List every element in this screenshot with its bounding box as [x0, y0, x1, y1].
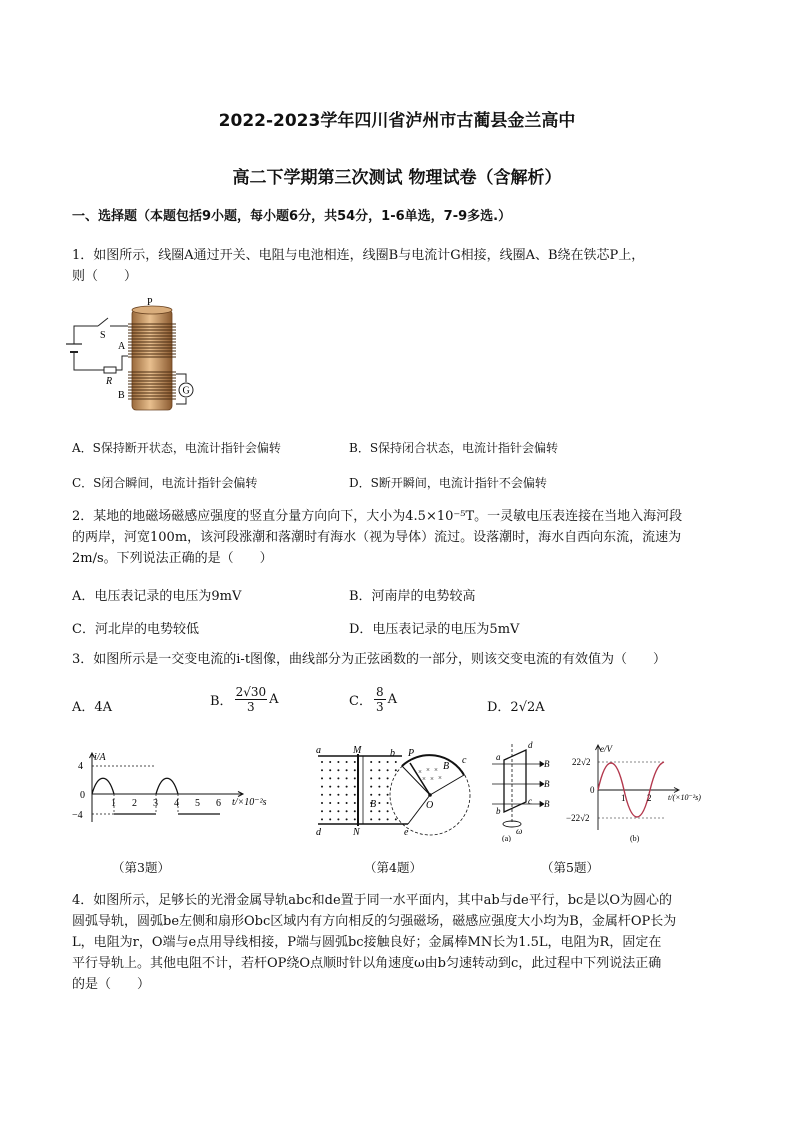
fig4-field-dot	[337, 802, 339, 804]
label-b: B	[118, 390, 125, 401]
fig5b-ytick-zero: 0	[590, 785, 595, 795]
q1-option-c: C．S闭合瞬间，电流计指针会偏转	[72, 476, 258, 490]
fig3-xlabel: t/×10⁻²s	[232, 797, 267, 808]
fig4-field-dot	[321, 810, 323, 812]
fig3-xtick-5: 5	[195, 798, 200, 809]
fig4-field-dot	[370, 786, 372, 788]
fig4-field-dot	[329, 761, 331, 763]
fig4-field-dot	[329, 810, 331, 812]
fig4-label-a: a	[316, 745, 321, 756]
fig3-ytick-neg4: −4	[72, 810, 83, 821]
fig4-field-dot	[370, 810, 372, 812]
figure-5a-rotating-coil	[486, 738, 558, 842]
figure-5b-emf-graph	[566, 740, 712, 844]
fig4-field-dot	[321, 786, 323, 788]
fig4-field-dot	[337, 810, 339, 812]
q3-option-b-numerator: 2√30	[235, 685, 267, 699]
fig5a-caption: (a)	[502, 834, 511, 842]
exam-title-line1: 2022-2023学年四川省泸州市古蔺县金兰高中	[218, 111, 576, 131]
q3-option-c-numerator: 8	[375, 685, 384, 699]
fig4-label-o: O	[426, 800, 434, 811]
fig4-field-dot	[395, 761, 397, 763]
q4-stem-line1: 4．如图所示，足够长的光滑金属导轨abc和de置于同一水平面内，其中ab与de平行，bc是以O为圆心的	[72, 893, 672, 908]
fig4-field-dot	[370, 761, 372, 763]
fig5a-coil	[504, 750, 526, 812]
fig4-label-n: N	[353, 827, 360, 836]
fig5a-label-b1: B	[544, 759, 550, 769]
fig5a-label-omega: ω	[516, 826, 523, 836]
fig4-field-dot	[387, 794, 389, 796]
figure-4-caption: （第4题）	[364, 860, 422, 875]
svg-text:×: ×	[422, 775, 426, 783]
q2-option-b: B．河南岸的电势较高	[349, 589, 476, 604]
q3-option-c	[349, 685, 397, 714]
fig4-field-dot	[370, 818, 372, 820]
svg-text:×: ×	[426, 766, 430, 774]
fig4-label-b-field2: B	[370, 799, 377, 810]
fig4-field-dot	[354, 818, 356, 820]
fig4-label-p: P	[408, 748, 415, 759]
fig5b-ylabel: e/V	[600, 744, 612, 754]
q2-option-a: A．电压表记录的电压为9mV	[72, 589, 242, 604]
fig5a-label-b3: B	[544, 799, 550, 809]
q3-option-c-denominator: 3	[375, 700, 384, 714]
fig4-field-dot	[370, 769, 372, 771]
fig4-field-dot	[346, 777, 348, 779]
fig4-field-dot	[378, 802, 380, 804]
label-p: P	[147, 297, 153, 308]
fig4-label-d: d	[316, 827, 321, 836]
exam-title-line2: 高二下学期第三次测试 物理试卷（含解析）	[232, 168, 562, 188]
q3-option-b-unit: A	[269, 692, 279, 707]
fig4-label-c: c	[462, 755, 467, 766]
fig4-field-dot	[346, 802, 348, 804]
label-s: S	[100, 330, 106, 341]
q2-option-c: C．河北岸的电势较低	[72, 622, 199, 637]
fig4-field-dot	[370, 794, 372, 796]
fig4-field-dot	[321, 769, 323, 771]
q1-stem-line2: 则（ ）	[72, 269, 138, 284]
fig4-field-dot	[329, 802, 331, 804]
fig4-field-dot	[387, 761, 389, 763]
fig4-field-dot	[354, 810, 356, 812]
q3-option-b	[210, 685, 279, 714]
fig3-xtick-1: 1	[111, 798, 116, 809]
fig5b-caption: (b)	[630, 834, 640, 843]
fig5a-field-lines	[492, 762, 544, 807]
fig4-field-dot	[321, 818, 323, 820]
fig4-field-dot	[337, 794, 339, 796]
fig5a-label-b2: B	[544, 779, 550, 789]
fig4-field-dot	[346, 810, 348, 812]
fig5a-label-d: d	[528, 740, 533, 750]
q4-stem-line4: 平行导轨上。其他电阻不计，若杆OP绕O点顺时针以角速度ω由b匀速转动到c，此过程中下列说法正确	[72, 956, 662, 971]
q4-stem-line5: 的是（ ）	[72, 977, 151, 992]
q3-option-a: A．4A	[72, 700, 113, 715]
figure-5-caption: （第5题）	[541, 860, 599, 875]
q4-stem-line3: L，电阻为r，O端与e点用导线相接，P端与圆弧bc接触良好；金属棒MN长为1.5L，电阻为R，固定在	[72, 935, 662, 950]
fig4-field-dot	[370, 777, 372, 779]
fig4-field-dot	[378, 818, 380, 820]
label-a: A	[118, 341, 126, 352]
fig4-field-dot	[337, 769, 339, 771]
svg-text:×: ×	[418, 768, 422, 776]
fig5b-ytick-neg: −22√2	[566, 813, 590, 823]
fig4-pivot-o	[428, 793, 432, 797]
q3-option-d: D．2√2A	[487, 700, 545, 715]
fig5b-emf-curve	[598, 762, 664, 817]
svg-text:×: ×	[434, 766, 438, 774]
fig4-field-dot	[378, 794, 380, 796]
fig4-field-dot	[329, 786, 331, 788]
fig3-ytick-0: 0	[80, 790, 85, 801]
fig4-field-dot	[337, 761, 339, 763]
q3-option-b-label: B．	[210, 694, 233, 709]
fig4-field-dot	[329, 777, 331, 779]
fig4-field-dot	[337, 777, 339, 779]
fig4-field-dot	[387, 786, 389, 788]
switch-s	[98, 318, 108, 326]
fig4-field-dot	[329, 794, 331, 796]
q3-option-c-fraction	[374, 685, 386, 714]
fig5b-ytick-pos: 22√2	[572, 757, 591, 767]
fig4-label-b-field1: B	[443, 761, 450, 772]
q1-option-b: B．S保持闭合状态，电流计指针会偏转	[349, 441, 559, 455]
fig4-field-dot	[378, 761, 380, 763]
fig4-field-dot	[337, 786, 339, 788]
fig5b-xlabel: t/(×10⁻²s)	[668, 793, 701, 802]
figure-4-rails-and-rod	[312, 744, 472, 836]
fig4-field-dot	[395, 769, 397, 771]
fig5a-label-b: b	[496, 806, 501, 816]
label-g: G	[182, 385, 190, 397]
resistor-r	[104, 367, 116, 373]
iron-core	[132, 310, 172, 410]
fig4-field-dot	[378, 786, 380, 788]
q1-option-d: D．S断开瞬间，电流计指针不会偏转	[349, 476, 547, 490]
fig4-field-dot	[329, 818, 331, 820]
figure-3-caption: （第3题）	[112, 860, 170, 875]
fig4-field-dot	[337, 818, 339, 820]
fig4-field-dot	[354, 802, 356, 804]
fig4-field-dot	[378, 810, 380, 812]
fig4-field-dot	[321, 794, 323, 796]
q1-option-a: A．S保持断开状态，电流计指针会偏转	[72, 441, 281, 455]
fig4-field-dot	[387, 802, 389, 804]
fig4-field-dot	[378, 769, 380, 771]
fig3-ylabel: i/A	[94, 752, 106, 763]
q3-option-c-unit: A	[387, 692, 397, 707]
q2-stem-line2: 的两岸，河宽100m，该河段涨潮和落潮时有海水（视为导体）流过。设落潮时，海水自西向东流，流速为	[72, 530, 682, 545]
q4-stem-line2: 圆弧导轨，圆弧be左侧和扇形Obc区域内有方向相反的匀强磁场，磁感应强度大小均为B，金属杆OP长为	[72, 914, 677, 929]
fig4-field-dot	[387, 810, 389, 812]
fig3-xtick-6: 6	[216, 798, 221, 809]
svg-text:×: ×	[438, 774, 442, 782]
q3-option-b-fraction	[235, 685, 268, 714]
fig4-field-dot	[387, 777, 389, 779]
fig5b-xtick-2: 2	[647, 793, 652, 803]
fig4-field-dot	[395, 818, 397, 820]
fig3-ytick-4: 4	[78, 761, 83, 772]
fig4-field-dot	[321, 777, 323, 779]
fig4-field-dot	[346, 769, 348, 771]
q2-stem-line3: 2m/s。下列说法正确的是（ ）	[72, 551, 273, 566]
fig5a-label-c: c	[528, 796, 532, 806]
q3-stem: 3．如图所示是一交变电流的i-t图像，曲线部分为正弦函数的一部分，则该交变电流的有效值为（ ）	[72, 652, 667, 667]
fig4-field-dot	[346, 761, 348, 763]
fig4-field-dot	[346, 786, 348, 788]
q2-option-d: D．电压表记录的电压为5mV	[349, 622, 520, 637]
q1-stem-line1: 1．如图所示，线圈A通过开关、电阻与电池相连，线圈B与电流计G相接，线圈A、B绕在铁芯P上，	[72, 248, 645, 263]
fig4-field-dot	[387, 818, 389, 820]
fig4-field-dot	[329, 769, 331, 771]
fig4-label-m: M	[353, 745, 362, 756]
fig4-field-dot	[378, 777, 380, 779]
fig4-label-b: b	[390, 748, 395, 759]
fig5a-label-a: a	[496, 752, 501, 762]
fig4-field-dot	[354, 786, 356, 788]
svg-text:×: ×	[430, 775, 434, 783]
q3-option-b-denominator: 3	[247, 700, 255, 714]
q2-stem-line1: 2．某地的地磁场磁感应强度的竖直分量方向向下，大小为4.5×10⁻⁵T。一灵敏电压表连接在当地入海河段	[72, 509, 683, 524]
fig4-field-dot	[346, 794, 348, 796]
fig4-field-dot	[354, 769, 356, 771]
fig4-field-dot	[346, 818, 348, 820]
fig4-field-dot	[354, 777, 356, 779]
fig4-field-dot	[321, 761, 323, 763]
section-heading: 一、选择题（本题包括9小题，每小题6分，共54分，1-6单选，7-9多选.）	[72, 209, 512, 224]
figure-3-it-graph	[70, 748, 282, 828]
fig3-xtick-2: 2	[132, 798, 137, 809]
fig4-field-dot	[387, 769, 389, 771]
fig3-xtick-4: 4	[174, 798, 179, 809]
q3-option-c-label: C．	[349, 694, 372, 709]
fig4-field-dot	[321, 802, 323, 804]
label-r: R	[106, 376, 113, 387]
fig4-label-e: e	[404, 827, 409, 836]
fig4-field-dot	[354, 761, 356, 763]
fig4-field-dot	[354, 794, 356, 796]
fig3-xtick-3: 3	[153, 798, 158, 809]
q1-figure-coil-circuit	[62, 296, 202, 414]
fig5b-xtick-1: 1	[621, 793, 626, 803]
